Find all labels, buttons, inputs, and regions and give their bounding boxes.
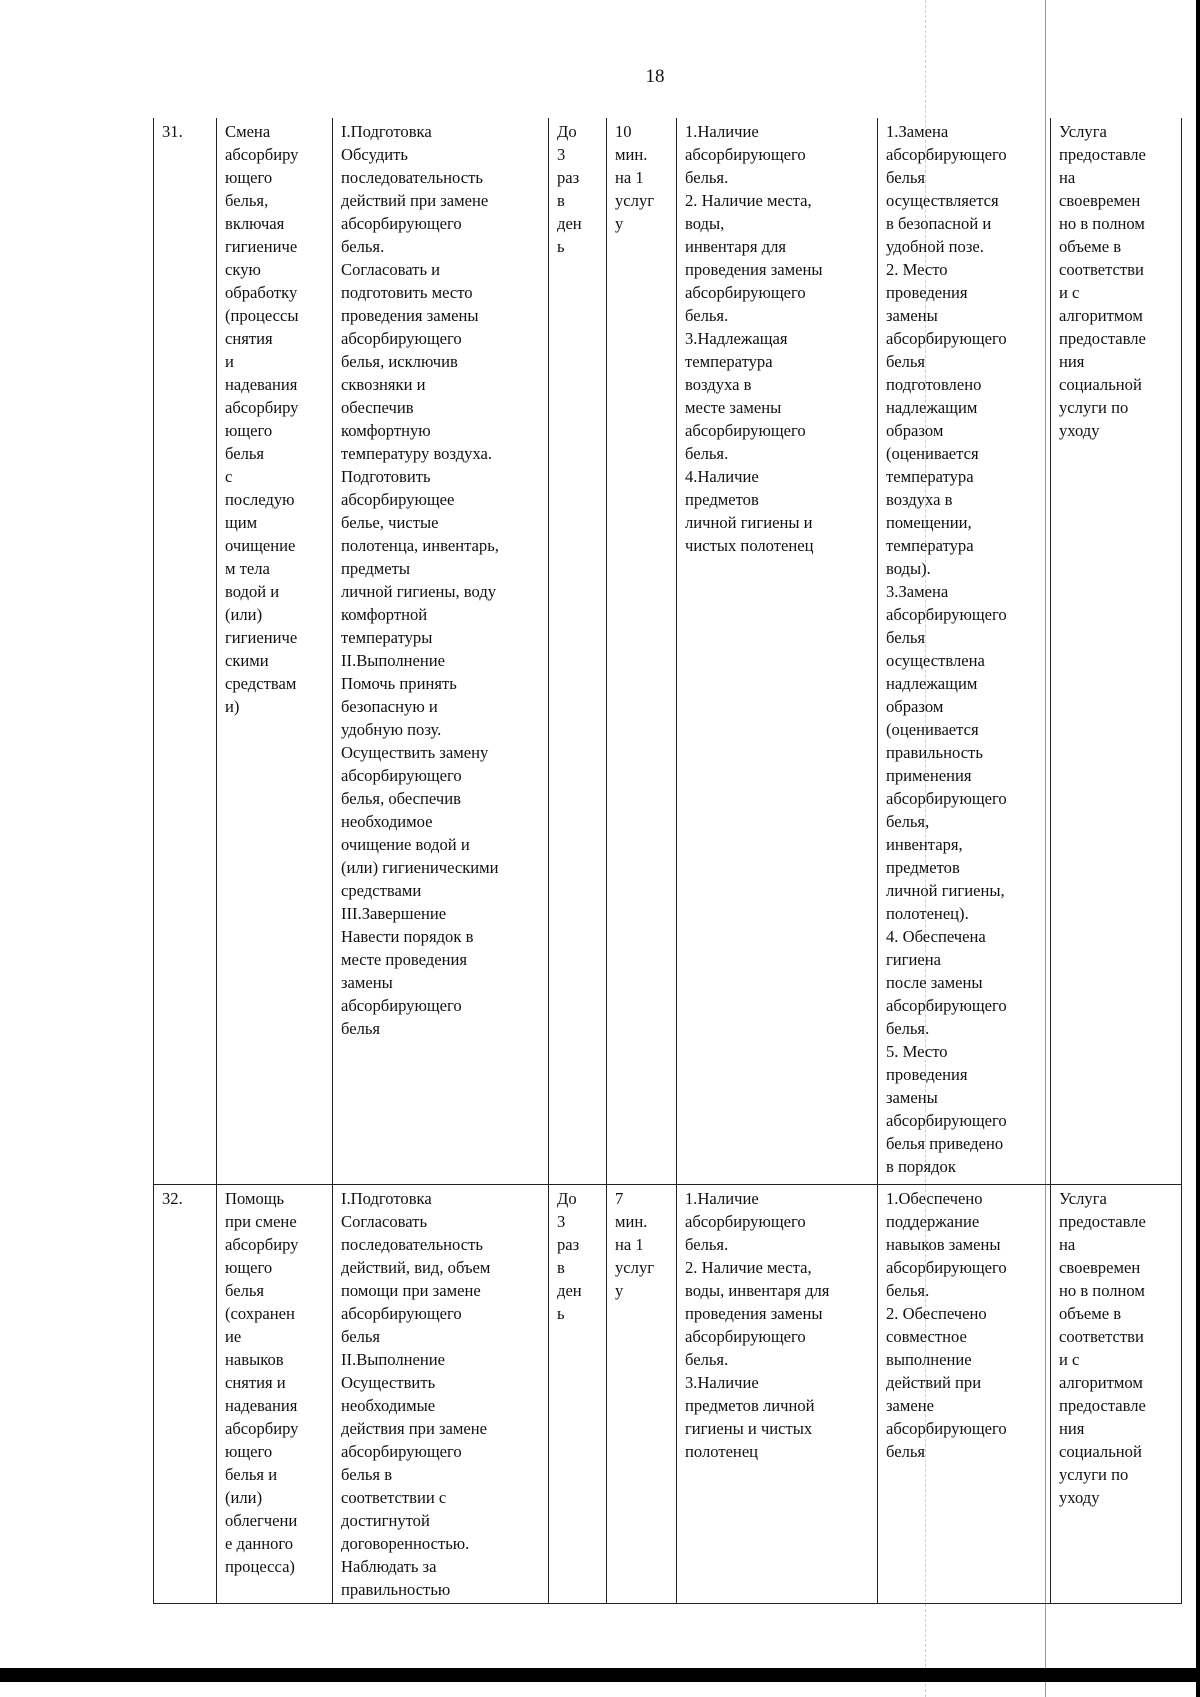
service-name: Смена абсорбиру ющего белья, включая гигиениче скую обработку (процессы снятия и надевания абсорбиру ющего белья с последую щим очищение м тела водой и (или) гигиениче скими средствам и): [217, 118, 333, 1185]
service-time: 7 мин. на 1 услуг у: [607, 1185, 677, 1604]
page-number: 18: [645, 66, 665, 87]
scan-right-border: [1196, 0, 1200, 1697]
service-content: I.Подготовка Согласовать последовательность действий, вид, объем помощи при замене абсорбирующего белья II.Выполнение Осуществить необходимые действия при замене абсорбирующего белья в соответствии с достигнутой договоренностью. Наблюдать за правильностью: [333, 1185, 549, 1604]
service-conditions: 1.Наличие абсорбирующего белья. 2. Наличие места, воды, инвентаря для проведения замены абсорбирующего белья. 3.Наличие предметов личной гигиены и чистых полотенец: [677, 1185, 878, 1604]
scan-bottom-border: [0, 1668, 1200, 1682]
table-row: [154, 1185, 1182, 1604]
service-time: 10 мин. на 1 услуг у: [607, 118, 677, 1185]
service-content: I.Подготовка Обсудить последовательность действий при замене абсорбирующего белья. Согласовать и подготовить место проведения замены абсорбирующего белья, исключив сквозняки и обеспечив комфортную температуру воздуха. Подготовить абсорбирующее белье, чистые полотенца, инвентарь, предметы личной гигиены, воду комфортной температуры II.Выполнение Помочь принять безопасную и удобную позу. Осуществить замену абсорбирующего белья, обеспечив необходимое очищение водой и (или) гигиеническими средствами III.Завершение Навести порядок в месте проведения замены абсорбирующего белья: [333, 118, 549, 1185]
service-quality: 1.Обеспечено поддержание навыков замены абсорбирующего белья. 2. Обеспечено совместное выполнение действий при замене абсорбирующего белья: [878, 1185, 1051, 1604]
row-number: 31.: [154, 118, 217, 1185]
service-conditions: 1.Наличие абсорбирующего белья. 2. Наличие места, воды, инвентаря для проведения замены абсорбирующего белья. 3.Надлежащая температура воздуха в месте замены абсорбирующего белья. 4.Наличие предметов личной гигиены и чистых полотенец: [677, 118, 878, 1185]
service-quality: 1.Замена абсорбирующего белья осуществляется в безопасной и удобной позе. 2. Место проведения замены абсорбирующего белья подготовлено надлежащим образом (оценивается температура воздуха в помещении, температура воды). 3.Замена абсорбирующего белья осуществлена надлежащим образом (оценивается правильность применения абсорбирующего белья, инвентаря, предметов личной гигиены, полотенец). 4. Обеспечена гигиена после замены абсорбирующего белья. 5. Место проведения замены абсорбирующего белья приведено в порядок: [878, 118, 1051, 1185]
service-name: Помощь при смене абсорбиру ющего белья (сохранен ие навыков снятия и надевания абсорбиру ющего белья и (или) облегчени е данного процесса): [217, 1185, 333, 1604]
services-table: [153, 118, 1182, 1604]
service-result: Услуга предоставле на своевремен но в полном объеме в соответстви и с алгоритмом предоставле ния социальной услуги по уходу: [1051, 1185, 1182, 1604]
service-frequency: До 3 раз в ден ь: [549, 118, 607, 1185]
table-row: [154, 118, 1182, 1185]
service-frequency: До 3 раз в ден ь: [549, 1185, 607, 1604]
row-number: 32.: [154, 1185, 217, 1604]
service-result: Услуга предоставле на своевремен но в полном объеме в соответстви и с алгоритмом предоставле ния социальной услуги по уходу: [1051, 118, 1182, 1185]
